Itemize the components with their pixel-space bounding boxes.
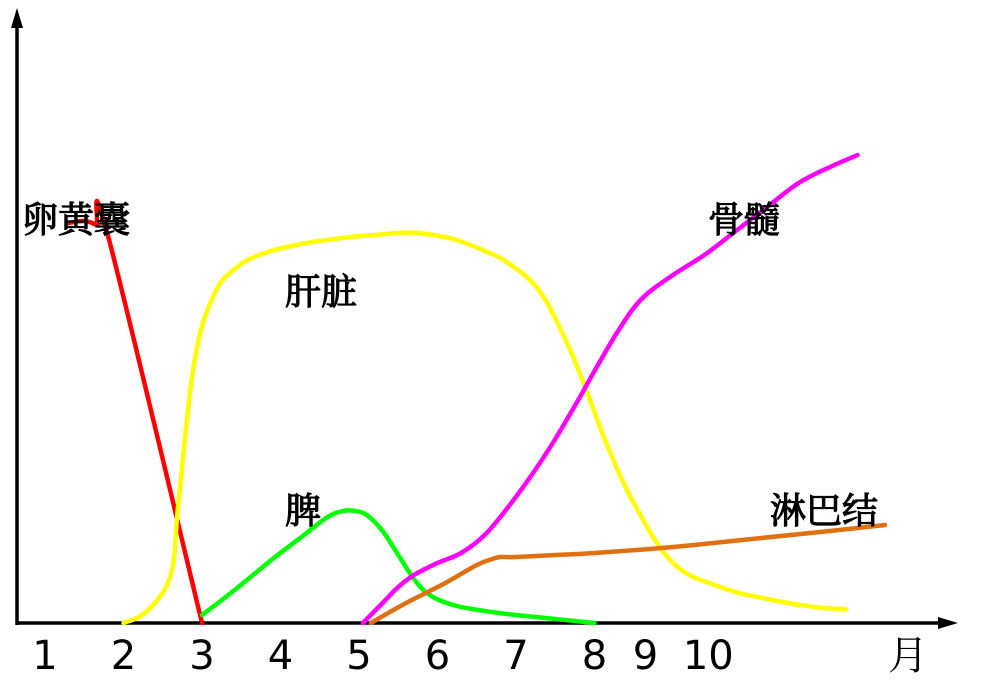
x-tick-label: 10 — [682, 633, 734, 679]
series-labels — [22, 200, 878, 532]
series-label-2: 脾 — [285, 491, 322, 532]
x-tick-label: 8 — [581, 633, 608, 679]
x-tick-label: 4 — [267, 633, 294, 679]
y-axis-arrow — [11, 8, 23, 28]
x-tick-label: 6 — [424, 633, 451, 679]
x-tick-label: 5 — [346, 633, 372, 679]
x-tick-label: 2 — [110, 633, 137, 679]
x-tick-label: 9 — [632, 633, 659, 679]
x-tick-label: 3 — [189, 633, 215, 679]
x-axis-label: 月 — [888, 633, 928, 679]
series-label-1: 肝脏 — [285, 272, 358, 313]
x-axis-arrow — [938, 617, 958, 629]
series-label-4: 淋巴结 — [770, 491, 879, 532]
x-tick-label: 1 — [32, 633, 58, 679]
series-line-1 — [124, 232, 846, 623]
x-tick-label: 7 — [503, 633, 529, 679]
series-label-0: 卵黄囊 — [22, 200, 131, 241]
x-tick-labels — [32, 633, 733, 679]
series-label-3: 骨髓 — [708, 200, 781, 241]
series-line-0 — [69, 201, 202, 623]
